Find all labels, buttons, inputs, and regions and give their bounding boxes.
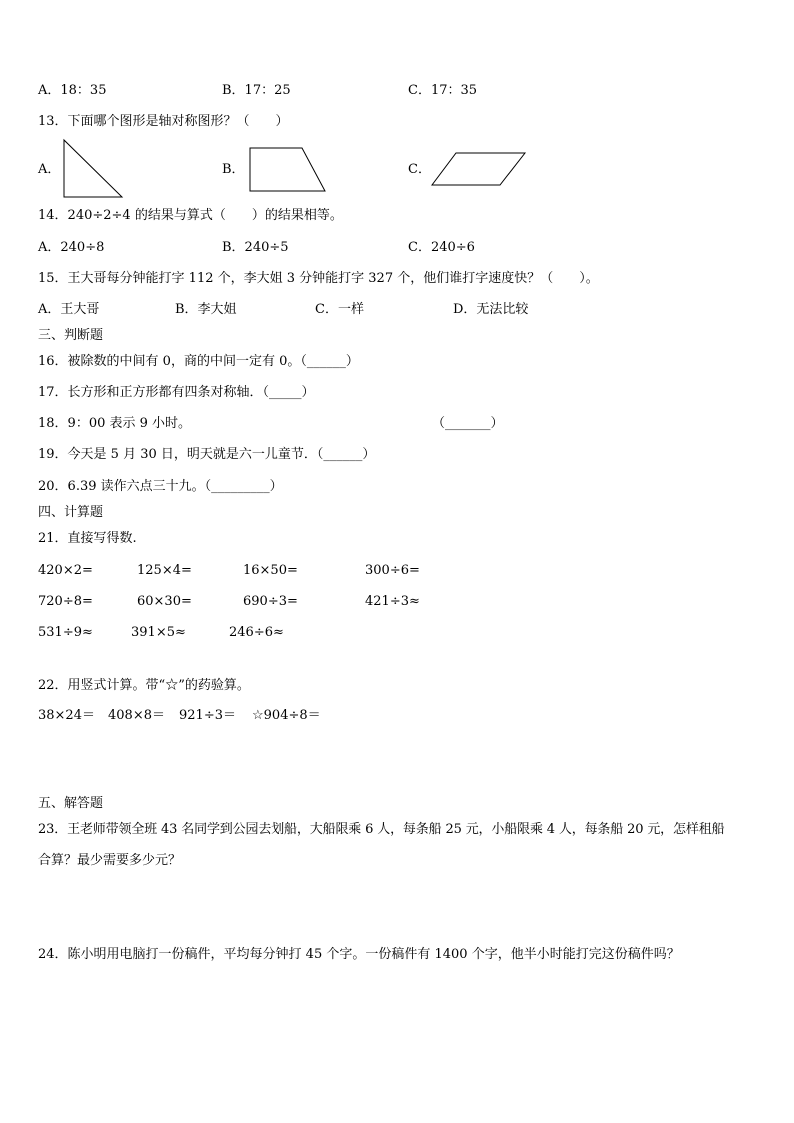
question-22-stem: 22．用竖式计算。带“☆”的药验算。: [38, 678, 250, 693]
calc-item: 531÷9≈: [38, 625, 93, 640]
option-c: C．17：35: [408, 83, 478, 98]
option-a: A．王大哥: [38, 302, 100, 317]
question-23-line-1: 23．王老师带领全班 43 名同学到公园去划船，大船限乘 6 人，每条船 25 元，小船限乘 4 人，每条船 20 元，怎样租船: [38, 822, 725, 837]
question-18: 18．9：00 表示 9 小时。: [38, 416, 192, 431]
section-heading-judgement: 三、判断题: [38, 328, 104, 343]
calc-item: 690÷3=: [243, 594, 298, 609]
calc-item: 391×5≈: [131, 625, 186, 640]
question-24: 24．陈小明用电脑打一份稿件，平均每分钟打 45 个字。一份稿件有 1400 个字，他半小时能打完这份稿件吗？: [38, 947, 680, 962]
question-21-stem: 21．直接写得数.: [38, 531, 137, 546]
question-17: 17．长方形和正方形都有四条对称轴．（_____）: [38, 385, 315, 400]
right-triangle-figure: [62, 138, 126, 200]
option-b: B．李大姐: [175, 302, 237, 317]
calc-item: 125×4=: [137, 563, 192, 578]
section-heading-calculation: 四、计算题: [38, 505, 104, 520]
calc-item: 421÷3≈: [365, 594, 420, 609]
option-b: B．240÷5: [222, 240, 289, 255]
option-b-label: B．: [222, 162, 245, 177]
option-d: D．无法比较: [453, 302, 529, 317]
option-c: C．一样: [315, 302, 364, 317]
calc-item: 300÷6=: [365, 563, 420, 578]
question-14-stem: 14．240÷2÷4 的结果与算式（ ）的结果相等。: [38, 208, 343, 223]
question-15-stem: 15．王大哥每分钟能打字 112 个，李大姐 3 分钟能打字 327 个，他们谁打字速度快？（ ）。: [38, 271, 599, 286]
question-20: 20．6.39 读作六点三十九。（_________）: [38, 479, 283, 494]
option-b: B．17：25: [222, 83, 291, 98]
calc-item: 720÷8=: [38, 594, 93, 609]
vertical-calc-item: 408×8＝: [108, 708, 165, 723]
vertical-calc-item: ☆904÷8＝: [252, 708, 321, 723]
section-heading-word-problems: 五、解答题: [38, 796, 104, 811]
calc-item: 16×50=: [243, 563, 298, 578]
calc-item: 60×30=: [137, 594, 192, 609]
question-18-answer-blank: （_______）: [432, 416, 504, 431]
calc-item: 246÷6≈: [229, 625, 284, 640]
question-16: 16．被除数的中间有 0，商的中间一定有 0。（______）: [38, 354, 359, 369]
question-23-line-2: 合算？最少需要多少元？: [38, 853, 182, 868]
option-a: A．18：35: [38, 83, 107, 98]
option-c: C．240÷6: [408, 240, 475, 255]
question-19: 19．今天是 5 月 30 日，明天就是六一儿童节．（______）: [38, 447, 376, 462]
calc-item: 420×2=: [38, 563, 93, 578]
option-a: A．240÷8: [38, 240, 105, 255]
option-c-label: C．: [408, 162, 431, 177]
question-13-stem: 13．下面哪个图形是轴对称图形？（ ）: [38, 114, 289, 129]
option-a-label: A．: [38, 162, 61, 177]
vertical-calc-item: 38×24＝: [38, 708, 95, 723]
parallelogram-figure: [430, 151, 528, 188]
trapezoid-figure: [248, 146, 328, 194]
vertical-calc-item: 921÷3＝: [179, 708, 236, 723]
